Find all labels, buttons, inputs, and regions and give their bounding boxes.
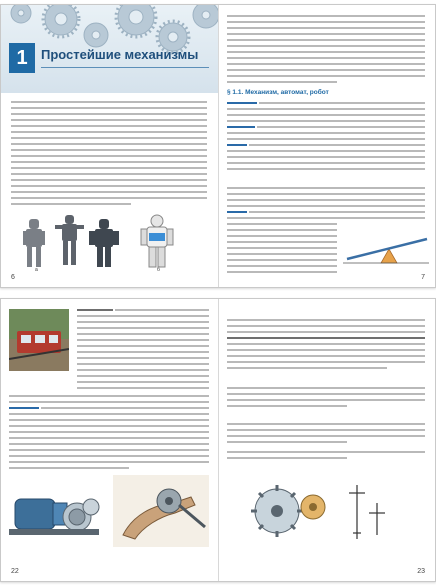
- spread-pages-22-23: [0, 298, 436, 582]
- figure-1-27-motor-gearbox: [9, 477, 105, 543]
- page-22: [1, 299, 219, 581]
- figure-1-2-lever: [343, 219, 429, 267]
- svg-text:а: а: [35, 267, 38, 271]
- svg-text:б: б: [157, 267, 160, 271]
- page-number: 6: [11, 274, 15, 281]
- page-7: [219, 5, 435, 287]
- page-number: 7: [421, 274, 425, 281]
- figure-1-28-hand-drill: [113, 475, 209, 547]
- chapter-title: Простейшие механизмы: [41, 47, 199, 62]
- figure-1-29-gear-pair: [227, 473, 427, 545]
- page-number: 23: [417, 568, 425, 575]
- chapter-header-band: [1, 5, 218, 93]
- section-title: § 1.1. Механизм, автомат, робот: [227, 89, 329, 96]
- spread-pages-6-7: [0, 4, 436, 288]
- page-6: [1, 5, 219, 287]
- chapter-number: 1: [9, 43, 35, 73]
- page-23: [219, 299, 435, 581]
- chapter-title-rule: [41, 67, 209, 68]
- page-number: 22: [11, 568, 19, 575]
- figure-1-1-robots: [15, 211, 205, 271]
- figure-1-26-rack-railway: [9, 309, 69, 371]
